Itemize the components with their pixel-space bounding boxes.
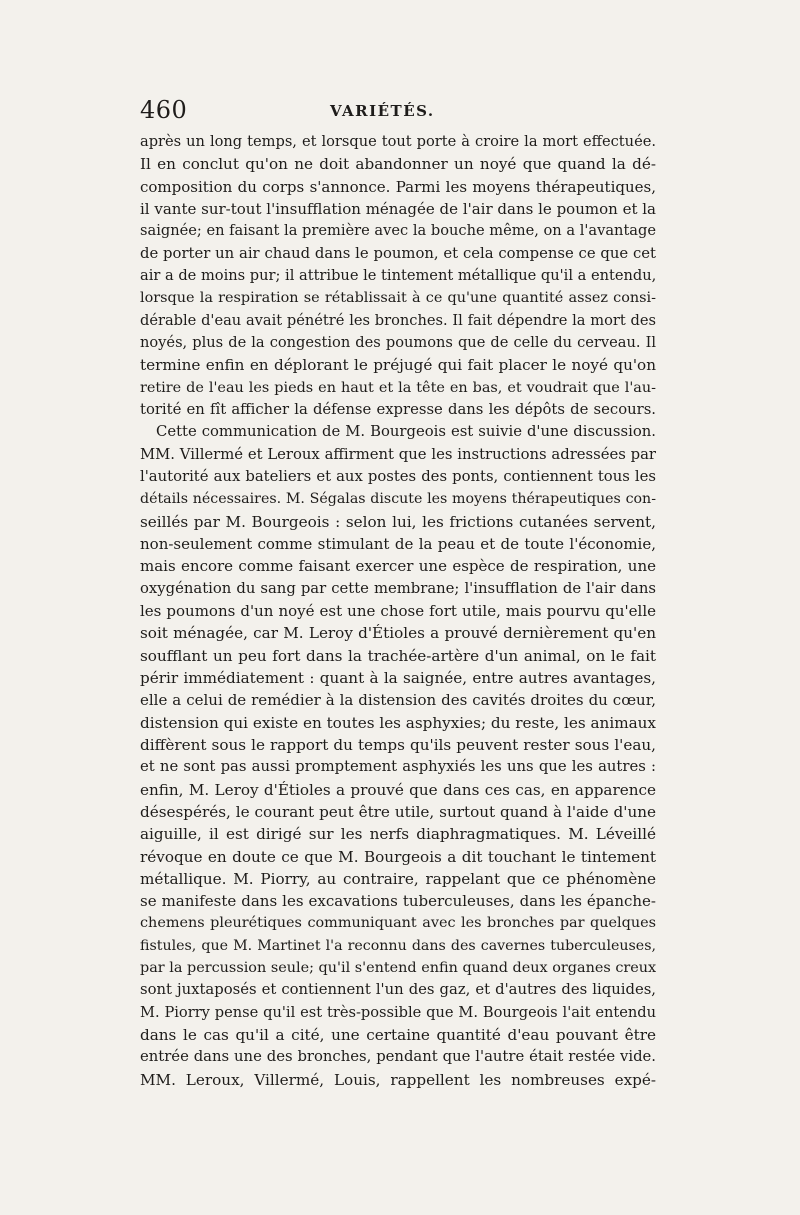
page-number: 460 (140, 96, 188, 124)
text-line: sont juxtaposés et contiennent l'un des gaz, et d'autres des liquides, (140, 981, 656, 999)
text-line: diffèrent sous le rapport du temps qu'ils peuvent rester sous l'eau, (140, 735, 656, 754)
text-line: il vante sur-tout l'insufflation ménagée de l'air dans le poumon et la (140, 199, 656, 218)
text-line: air a de moins pur; il attribue le tintement métallique qu'il a entendu, (140, 266, 656, 284)
text-line: métallique. M. Piorry, au contraire, rappelant que ce phénomène (140, 869, 656, 888)
text-line: entrée dans une des bronches, pendant que l'autre était restée vide. (140, 1048, 656, 1066)
text-line: retire de l'eau les pieds en haut et la tête en bas, et voudrait que l'au- (140, 379, 656, 396)
text-line: saignée; en faisant la première avec la bouche même, on a l'avantage (140, 222, 656, 240)
text-line: périr immédiatement : quant à la saignée, entre autres avantages, (140, 668, 656, 687)
text-line: seillés par M. Bourgeois : selon lui, les frictions cutanées servent, (140, 512, 656, 531)
text-line: les poumons d'un noyé est une chose fort utile, mais pourvu qu'elle (140, 601, 656, 620)
text-line: dans le cas qu'il a cité, une certaine quantité d'eau pouvant être (140, 1026, 656, 1045)
text-line: non-seulement comme stimulant de la peau et de toute l'économie, (140, 534, 656, 553)
text-line: oxygénation du sang par cette membrane; l'insufflation de l'air dans (140, 579, 656, 597)
text-line: termine enfin en déplorant le préjugé qui fait placer le noyé qu'on (140, 356, 656, 375)
text-line: et ne sont pas aussi promptement asphyxiés les uns que les autres : (140, 758, 656, 776)
text-line: enfin, M. Leroy d'Étioles a prouvé que dans ces cas, en apparence (140, 780, 656, 799)
page-header (140, 96, 656, 126)
text-line: MM. Villermé et Leroux affirment que les instructions adressées par (140, 445, 656, 463)
text-line: fistules, que M. Martinet l'a reconnu dans des cavernes tuberculeuses, (140, 937, 656, 954)
running-title: VARIÉTÉS. (330, 102, 435, 120)
text-line: mais encore comme faisant exercer une espèce de respiration, une (140, 557, 656, 576)
text-line: torité en fît afficher la défense expresse dans les dépôts de secours. (140, 400, 656, 418)
text-line: dérable d'eau avait pénétré les bronches. Il fait dépendre la mort des (140, 311, 656, 329)
text-line: distension qui existe en toutes les asphyxies; du reste, les animaux (140, 713, 656, 732)
text-line: Cette communication de M. Bourgeois est suivie d'une discussion. (156, 423, 656, 441)
text-line: soufflant un peu fort dans la trachée-artère d'un animal, on le fait (140, 646, 656, 665)
text-line: révoque en doute ce que M. Bourgeois a dit touchant le tintement (140, 847, 656, 866)
text-line: lorsque la respiration se rétablissait à ce qu'une quantité assez consi- (140, 290, 656, 307)
text-line: désespérés, le courant peut être utile, surtout quand à l'aide d'une (140, 802, 656, 821)
body-text (140, 131, 656, 1091)
text-line: par la percussion seule; qu'il s'entend enfin quand deux organes creux (140, 960, 656, 977)
text-line: l'autorité aux bateliers et aux postes des ponts, contiennent tous les (140, 467, 656, 485)
text-line: noyés, plus de la congestion des poumons que de celle du cerveau. Il (140, 333, 656, 351)
text-line: de porter un air chaud dans le poumon, et cela compense ce que cet (140, 244, 656, 262)
text-line: soit ménagée, car M. Leroy d'Étioles a prouvé dernièrement qu'en (140, 624, 656, 643)
text-line: elle a celui de remédier à la distension des cavités droites du cœur, (140, 691, 656, 710)
text-line: aiguille, il est dirigé sur les nerfs diaphragmatiques. M. Léveillé (140, 825, 656, 844)
text-line: chemens pleurétiques communiquant avec les bronches par quelques (140, 915, 656, 932)
text-line: Il en conclut qu'on ne doit abandonner un noyé que quand la dé- (140, 155, 656, 174)
text-line: composition du corps s'annonce. Parmi les moyens thérapeutiques, (140, 177, 656, 196)
text-line: MM. Leroux, Villermé, Louis, rappellent les nombreuses expé- (140, 1070, 656, 1089)
text-line: détails nécessaires. M. Ségalas discute les moyens thérapeutiques con- (140, 491, 656, 508)
text-line: après un long temps, et lorsque tout porte à croire la mort effectuée. (140, 133, 656, 150)
text-line: se manifeste dans les excavations tuberculeuses, dans les épanche- (140, 892, 656, 911)
text-line: M. Piorry pense qu'il est très-possible que M. Bourgeois l'ait entendu (140, 1003, 656, 1021)
